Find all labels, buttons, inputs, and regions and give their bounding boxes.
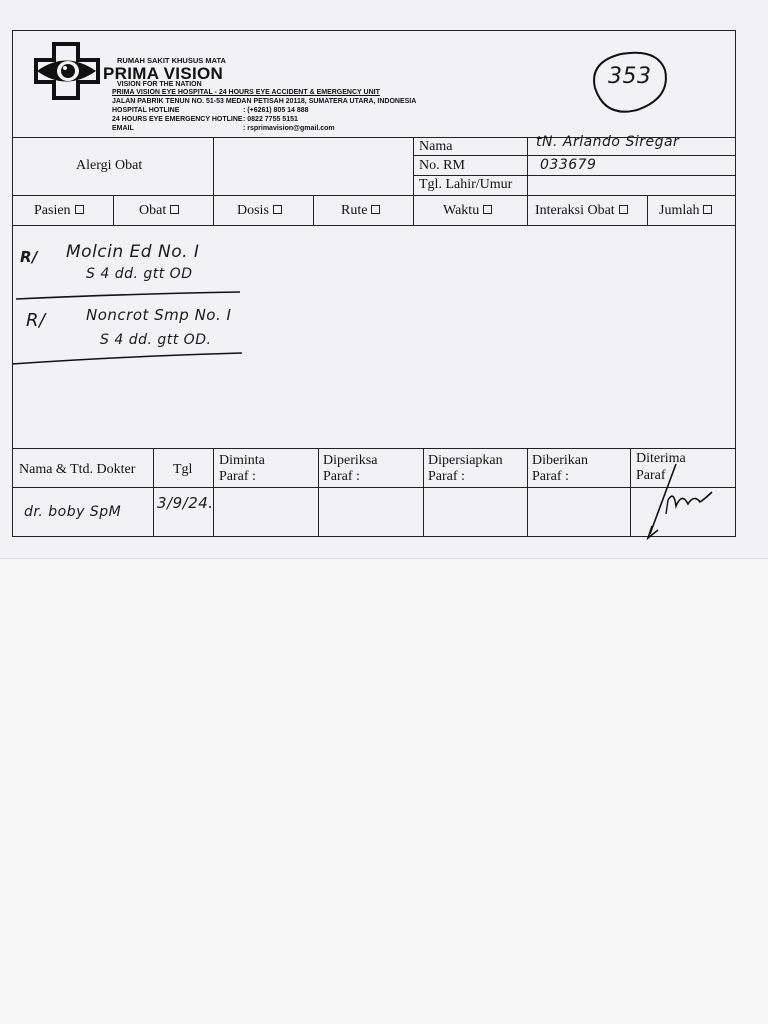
hospital-tagline: VISION FOR THE NATION xyxy=(117,81,202,88)
checkbox-jumlah[interactable] xyxy=(703,205,712,214)
hospital-unit: PRIMA VISION EYE HOSPITAL - 24 HOURS EYE ACCIDENT & EMERGENCY UNIT xyxy=(112,89,380,96)
hospital-kind: RUMAH SAKIT KHUSUS MATA xyxy=(117,56,226,65)
diberikan-paraf: Paraf : xyxy=(532,469,569,484)
diminta-label: Diminta xyxy=(219,453,265,468)
doctor-value[interactable]: dr. boby SpM xyxy=(24,504,122,520)
checkbox-pasien[interactable] xyxy=(75,205,84,214)
patient-rm-value[interactable]: 033679 xyxy=(540,157,597,173)
diminta-paraf: Paraf : xyxy=(219,469,256,484)
diperiksa-paraf: Paraf : xyxy=(323,469,360,484)
emergency-value: : 0822 7755 5151 xyxy=(243,116,298,123)
checkbox-interaksi-obat[interactable] xyxy=(619,205,628,214)
check-obat[interactable]: Obat xyxy=(139,203,179,219)
hotline-label: HOSPITAL HOTLINE xyxy=(112,107,180,114)
checkbox-obat[interactable] xyxy=(170,205,179,214)
rx-underline-1 xyxy=(14,290,244,302)
email-label: EMAIL xyxy=(112,125,134,132)
doctor-label: Nama & Ttd. Dokter xyxy=(19,462,136,477)
rx-sig-1: S 4 dd. gtt OD xyxy=(86,266,193,282)
check-pasien[interactable]: Pasien xyxy=(34,203,84,219)
patient-dob-label: Tgl. Lahir/Umur xyxy=(419,177,513,192)
check-rute[interactable]: Rute xyxy=(341,203,380,219)
diperiksa-label: Diperiksa xyxy=(323,453,378,468)
hospital-name: PRIMA VISION xyxy=(103,64,224,83)
check-dosis[interactable]: Dosis xyxy=(237,203,282,219)
emergency-label: 24 HOURS EYE EMERGENCY HOTLINE xyxy=(112,116,243,123)
patient-rm-label: No. RM xyxy=(419,158,465,173)
date-label: Tgl xyxy=(173,462,193,477)
dipersiapkan-paraf: Paraf : xyxy=(428,469,465,484)
rx-symbol-1: R/ xyxy=(20,248,39,266)
checkbox-waktu[interactable] xyxy=(483,205,492,214)
stamp-number: 353 xyxy=(608,64,652,89)
patient-name-label: Nama xyxy=(419,139,453,154)
diberikan-label: Diberikan xyxy=(532,453,588,468)
patient-name-value[interactable]: tN. Arlando Siregar xyxy=(536,134,680,150)
check-jumlah[interactable]: Jumlah xyxy=(659,203,712,219)
dipersiapkan-label: Dipersiapkan xyxy=(428,453,503,468)
rx-symbol-2: R/ xyxy=(26,310,46,331)
rx-drug-1: Molcin Ed No. I xyxy=(66,242,200,262)
rx-underline-2 xyxy=(10,350,246,366)
rx-drug-2: Noncrot Smp No. I xyxy=(86,306,232,324)
check-waktu[interactable]: Waktu xyxy=(443,203,492,219)
checkbox-dosis[interactable] xyxy=(273,205,282,214)
allergy-label: Alergi Obat xyxy=(76,158,143,173)
hospital-address: JALAN PABRIK TENUN NO. 51-53 MEDAN PETISAH 20118, SUMATERA UTARA, INDONESIA xyxy=(112,98,417,105)
rx-sig-2: S 4 dd. gtt OD. xyxy=(100,332,212,348)
hotline-value: : (+6261) 805 14 888 xyxy=(243,107,309,114)
email-value: : rsprimavision@gmail.com xyxy=(243,125,335,132)
diterima-paraf: Paraf xyxy=(636,468,666,483)
date-value[interactable]: 3/9/24. xyxy=(157,494,214,512)
receiver-signature xyxy=(638,462,718,540)
diterima-label: Diterima xyxy=(636,451,686,466)
check-interaksi-obat[interactable]: Interaksi Obat xyxy=(535,203,628,219)
checkbox-rute[interactable] xyxy=(371,205,380,214)
